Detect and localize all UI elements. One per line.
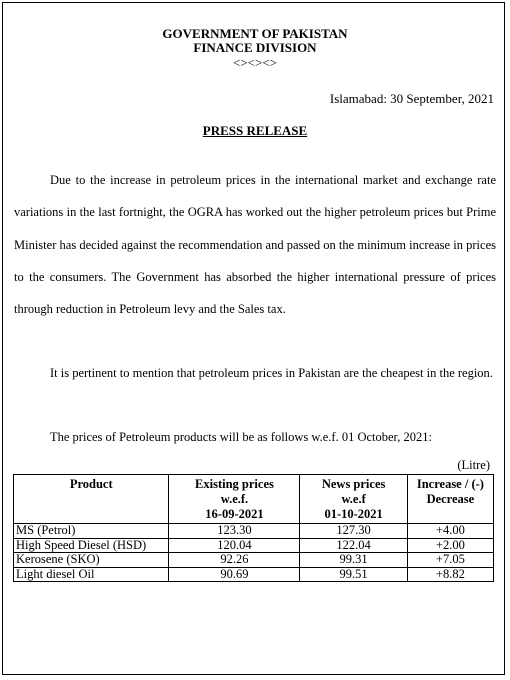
cell-existing-price: 120.04 xyxy=(169,538,300,553)
cell-new-price: 122.04 xyxy=(300,538,407,553)
table-row xyxy=(14,538,494,553)
cell-change: +7.05 xyxy=(407,553,493,568)
cell-change: +4.00 xyxy=(407,524,493,539)
cell-existing-price: 90.69 xyxy=(169,567,300,582)
header-division: FINANCE DIVISION xyxy=(193,40,317,55)
cell-product: High Speed Diesel (HSD) xyxy=(14,538,169,553)
header-new-prices: News prices w.e.f 01-10-2021 xyxy=(300,475,407,524)
cell-new-price: 127.30 xyxy=(300,524,407,539)
table-header-row xyxy=(14,475,494,524)
header-ornament: <><><> xyxy=(233,55,277,70)
header-existing-prices: Existing prices w.e.f. 16-09-2021 xyxy=(169,475,300,524)
header-increase-decrease: Increase / (-) Decrease xyxy=(407,475,493,524)
cell-new-price: 99.31 xyxy=(300,553,407,568)
table-row xyxy=(14,553,494,568)
cell-product: Light diesel Oil xyxy=(14,567,169,582)
cell-change: +8.82 xyxy=(407,567,493,582)
paragraph-cheapest: It is pertinent to mention that petroleum prices in Pakistan are the cheapest in the region. xyxy=(50,366,493,380)
page-title xyxy=(0,123,510,138)
dateline: Islamabad: 30 September, 2021 xyxy=(329,91,494,106)
unit-label: (Litre) xyxy=(457,458,490,472)
cell-product: MS (Petrol) xyxy=(14,524,169,539)
price-table xyxy=(13,474,494,582)
header-government: GOVERNMENT OF PAKISTAN xyxy=(162,26,348,41)
paragraph-intro: Due to the increase in petroleum prices in the international market and exchange rate variations in the last fortnight, the OGRA has worked out the higher petroleum prices but Prime Minister has decided against the recommendation and passed on the minimum increase in prices to the consumers. The Government has absorbed the higher international pressure of prices through reduction in Petroleum levy and the Sales tax. xyxy=(14,173,496,317)
table-row xyxy=(14,524,494,539)
cell-product: Kerosene (SKO) xyxy=(14,553,169,568)
cell-existing-price: 123.30 xyxy=(169,524,300,539)
table-row xyxy=(14,567,494,582)
cell-new-price: 99.51 xyxy=(300,567,407,582)
cell-change: +2.00 xyxy=(407,538,493,553)
header-product: Product xyxy=(14,475,169,524)
press-release-title: PRESS RELEASE xyxy=(202,123,308,138)
paragraph-prices-intro: The prices of Petroleum products will be as follows w.e.f. 01 October, 2021: xyxy=(50,430,432,444)
cell-existing-price: 92.26 xyxy=(169,553,300,568)
